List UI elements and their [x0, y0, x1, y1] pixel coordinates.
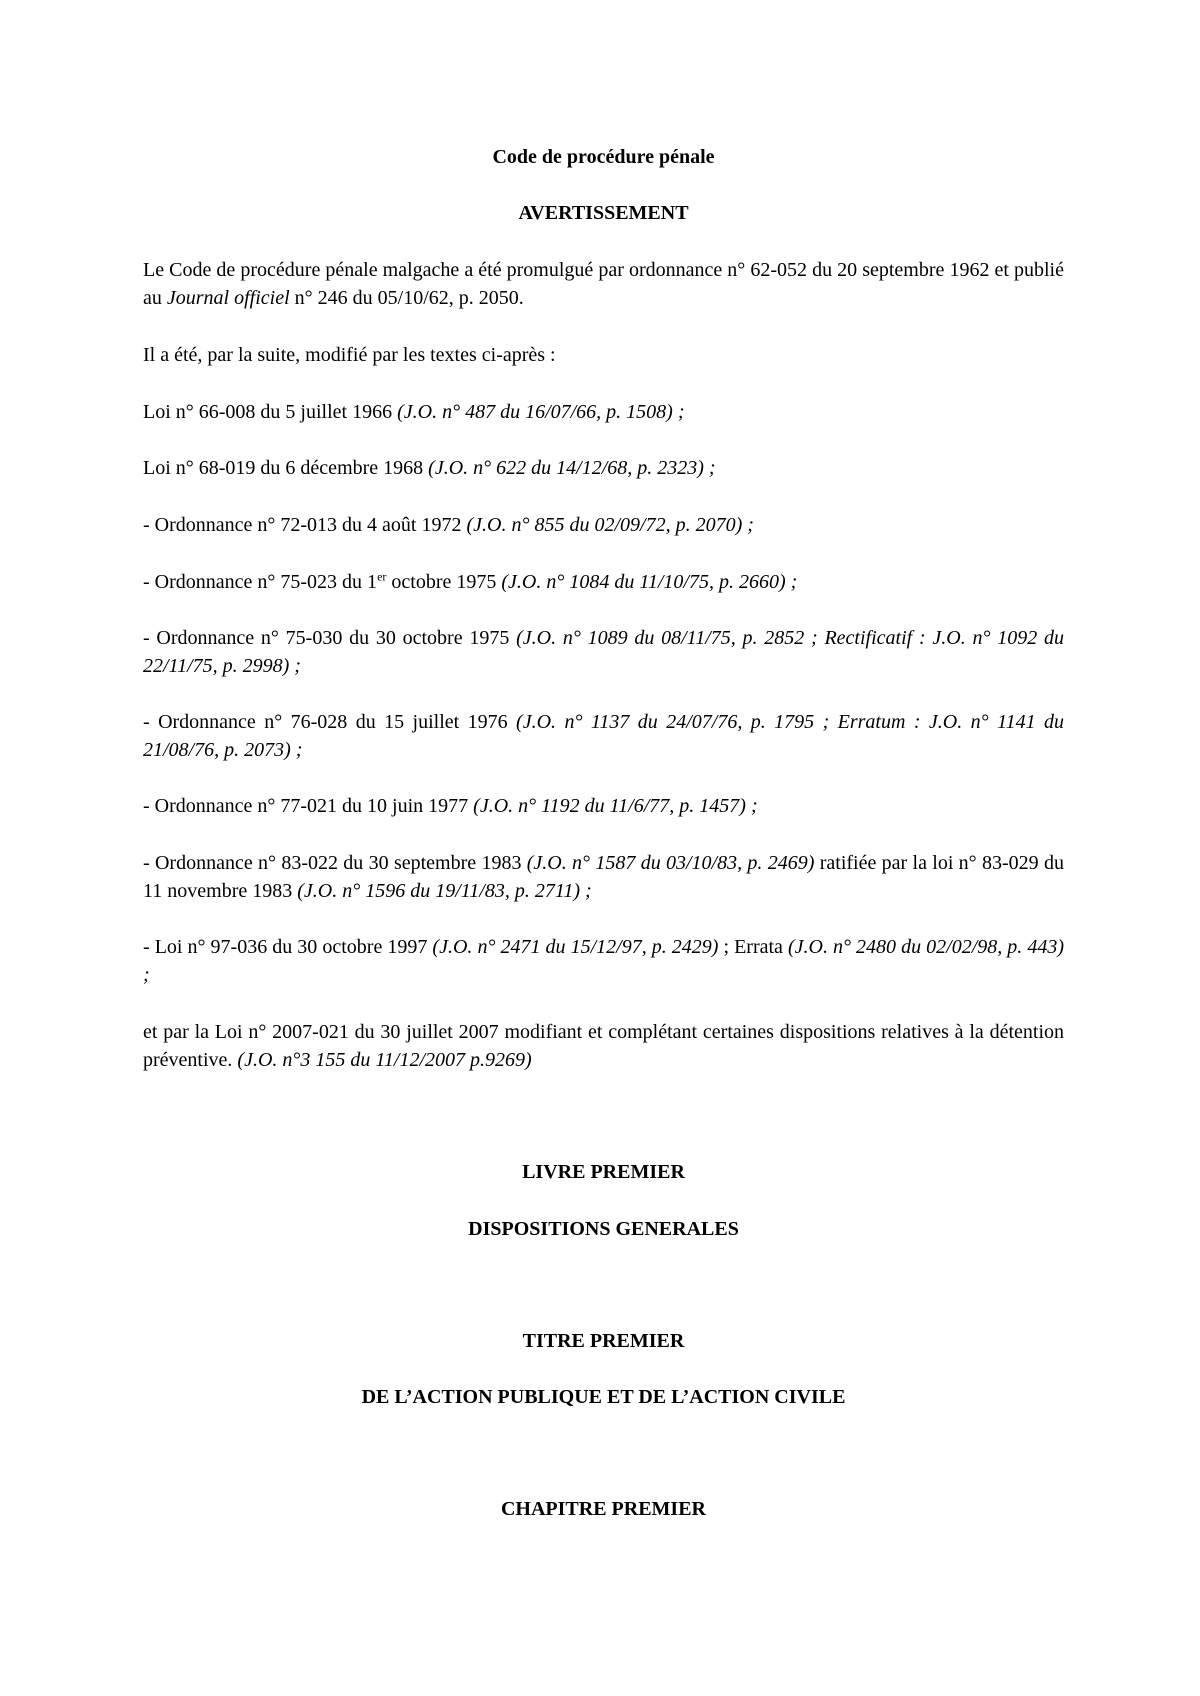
amendment-item: [143, 792, 1064, 820]
book-heading: LIVRE PREMIER: [522, 1161, 685, 1183]
paragraph-text: ; Errata: [718, 936, 788, 958]
paragraph-text: - Ordonnance n° 83-022 du 30 septembre 1983: [143, 852, 527, 874]
amendment-item: [143, 454, 1064, 482]
paragraph-text: et par la Loi n° 2007-021 du 30 juillet 2007 modifiant et complétant certaines dispositions relatives à la détention préventive.: [143, 1021, 1064, 1071]
amendment-item: [143, 708, 1064, 764]
citation-text: (J.O. n° 1089 du 08/11/75, p. 2852 ; Rectificatif : J.O. n° 1092 du 22/11/75, p. 2998) ;: [143, 627, 1064, 677]
title-heading: TITRE PREMIER: [522, 1330, 685, 1352]
citation-text: (J.O. n° 2480 du 02/02/98, p. 443) ;: [143, 936, 1064, 986]
citation-text: (J.O. n° 487 du 16/07/66, p. 1508) ;: [397, 401, 685, 423]
paragraph-text: - Loi n° 97-036 du 30 octobre 1997: [143, 936, 433, 958]
citation-text: (J.O. n° 2471 du 15/12/97, p. 2429): [432, 936, 719, 958]
citation-text: (J.O. n° 1137 du 24/07/76, p. 1795 ; Erratum : J.O. n° 1141 du 21/08/76, p. 2073) ;: [143, 711, 1064, 761]
citation-text: (J.O. n° 622 du 14/12/68, p. 2323) ;: [428, 457, 716, 479]
citation-text: (J.O. n° 855 du 02/09/72, p. 2070) ;: [466, 514, 754, 536]
amendment-item: [143, 511, 1064, 539]
book-subheading: DISPOSITIONS GENERALES: [468, 1218, 739, 1240]
document-title: Code de procédure pénale: [492, 146, 715, 168]
paragraph-text: Le Code de procédure pénale malgache a été promulgué par ordonnance n° 62-052 du 20 septembre 1962 et publié au: [143, 259, 1064, 309]
paragraph-text: - Ordonnance n° 72-013 du 4 août 1972: [143, 514, 467, 536]
title-subheading: DE L’ACTION PUBLIQUE ET DE L’ACTION CIVILE: [361, 1386, 846, 1408]
citation-text: (J.O. n° 1192 du 11/6/77, p. 1457) ;: [473, 795, 758, 817]
paragraph-text: Loi n° 66-008 du 5 juillet 1966: [143, 401, 398, 423]
citation-text: (J.O. n° 1596 du 19/11/83, p. 2711) ;: [297, 880, 592, 902]
paragraph-text: er: [377, 569, 387, 584]
paragraph-text: - Ordonnance n° 75-023 du 1: [143, 571, 378, 593]
amendment-item: [143, 398, 1064, 426]
amendment-item: [143, 568, 1064, 596]
amendment-item: [143, 1018, 1064, 1074]
warning-heading: AVERTISSEMENT: [518, 202, 689, 224]
chapter-heading: CHAPITRE PREMIER: [500, 1498, 706, 1520]
citation-text: Journal officiel: [166, 287, 290, 309]
amendment-item: [143, 849, 1064, 905]
paragraph-text: - Ordonnance n° 76-028 du 15 juillet 1976: [143, 711, 517, 733]
amendment-item: [143, 933, 1064, 989]
paragraph-text: Il a été, par la suite, modifié par les textes ci-après :: [143, 344, 556, 366]
paragraph-text: n° 246 du 05/10/62, p. 2050.: [289, 287, 524, 309]
citation-text: (J.O. n°3 155 du 11/12/2007 p.9269): [237, 1049, 532, 1071]
paragraph-text: - Ordonnance n° 77-021 du 10 juin 1977: [143, 795, 474, 817]
paragraph-text: octobre 1975: [386, 571, 502, 593]
amendment-item: [143, 624, 1064, 680]
paragraph-text: Loi n° 68-019 du 6 décembre 1968: [143, 457, 429, 479]
paragraph-text: - Ordonnance n° 75-030 du 30 octobre 1975: [143, 627, 517, 649]
citation-text: (J.O. n° 1587 du 03/10/83, p. 2469): [526, 852, 815, 874]
intro-paragraph: [143, 341, 1064, 369]
intro-paragraph: [143, 256, 1064, 312]
citation-text: (J.O. n° 1084 du 11/10/75, p. 2660) ;: [501, 571, 798, 593]
paragraph-text: ratifiée par la loi n° 83-029 du 11 novembre 1983: [143, 852, 1064, 902]
